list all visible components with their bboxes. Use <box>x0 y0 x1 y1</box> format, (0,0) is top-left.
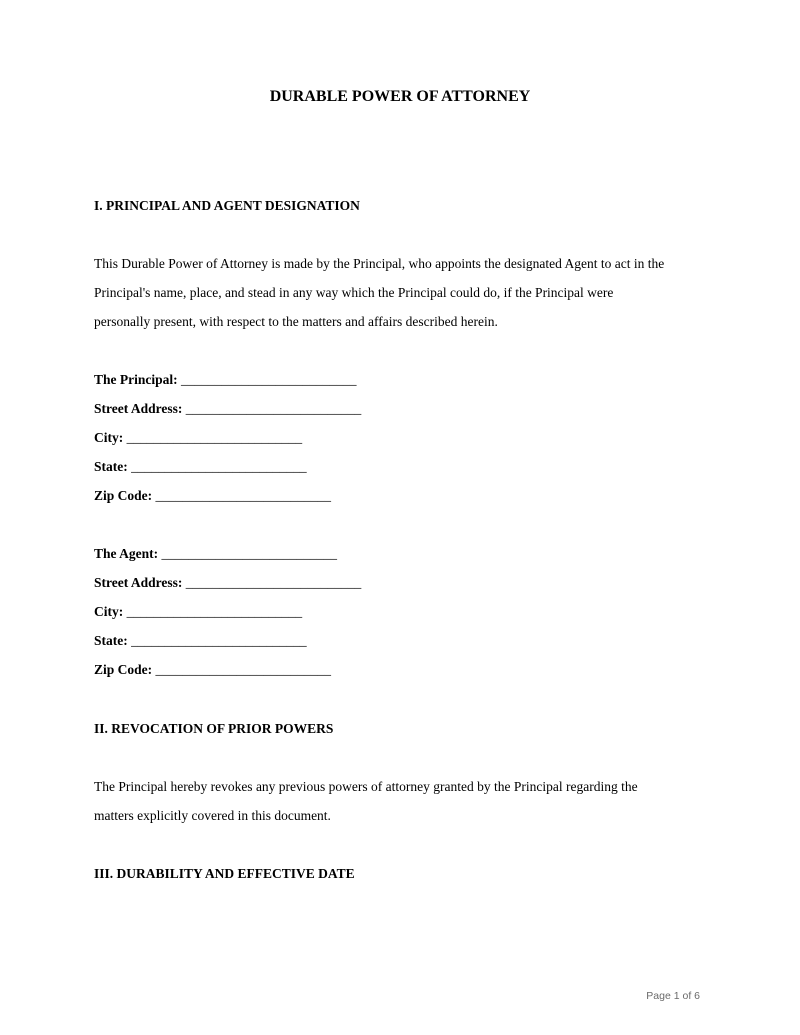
principal-zip-code-field[interactable] <box>94 487 331 505</box>
agent-state-label: State: <box>94 633 128 648</box>
document-title: DURABLE POWER OF ATTORNEY <box>269 88 531 105</box>
page-number: Page 1 of 6 <box>646 990 700 1002</box>
agent-city-blank[interactable]: __________________________ <box>126 604 303 619</box>
principal-name-label: The Principal: <box>94 372 178 387</box>
agent-name-field[interactable] <box>94 545 337 563</box>
agent-city-label: City: <box>94 604 124 619</box>
section-1-paragraph-line-1: This Durable Power of Attorney is made by the Principal, who appoints the designated Agent to act in the <box>94 256 665 271</box>
agent-zip-code-blank[interactable]: __________________________ <box>155 662 332 677</box>
principal-state-field[interactable] <box>94 458 307 476</box>
agent-zip-code-field[interactable] <box>94 661 331 679</box>
principal-street-address-blank[interactable]: __________________________ <box>185 401 362 416</box>
principal-city-label: City: <box>94 430 124 445</box>
principal-name-blank[interactable]: __________________________ <box>181 372 357 387</box>
principal-state-label: State: <box>94 459 128 474</box>
agent-street-address-label: Street Address: <box>94 575 183 590</box>
principal-street-address-label: Street Address: <box>94 401 183 416</box>
principal-state-blank[interactable]: __________________________ <box>131 459 307 474</box>
section-2-heading: II. REVOCATION OF PRIOR POWERS <box>94 721 334 736</box>
section-1-heading: I. PRINCIPAL AND AGENT DESIGNATION <box>94 198 360 213</box>
principal-name-field[interactable] <box>94 371 357 389</box>
section-2-paragraph-line-2: matters explicitly covered in this document. <box>94 808 331 823</box>
agent-zip-code-label: Zip Code: <box>94 662 153 677</box>
agent-street-address-blank[interactable]: __________________________ <box>185 575 362 590</box>
agent-state-blank[interactable]: __________________________ <box>131 633 307 648</box>
principal-zip-code-blank[interactable]: __________________________ <box>155 488 332 503</box>
section-1-paragraph-line-3: personally present, with respect to the matters and affairs described herein. <box>94 314 498 329</box>
section-3-heading: III. DURABILITY AND EFFECTIVE DATE <box>94 866 355 881</box>
agent-name-blank[interactable]: __________________________ <box>161 546 337 561</box>
agent-state-field[interactable] <box>94 632 307 650</box>
principal-street-address-field[interactable] <box>94 400 361 418</box>
principal-city-field[interactable] <box>94 429 302 447</box>
principal-city-blank[interactable]: __________________________ <box>126 430 303 445</box>
section-2-paragraph-line-1: The Principal hereby revokes any previous powers of attorney granted by the Principal regarding the <box>94 779 638 794</box>
agent-name-label: The Agent: <box>94 546 159 561</box>
agent-city-field[interactable] <box>94 603 302 621</box>
section-1-paragraph-line-2: Principal's name, place, and stead in any way which the Principal could do, if the Principal were <box>94 285 614 300</box>
principal-zip-code-label: Zip Code: <box>94 488 153 503</box>
agent-street-address-field[interactable] <box>94 574 361 592</box>
